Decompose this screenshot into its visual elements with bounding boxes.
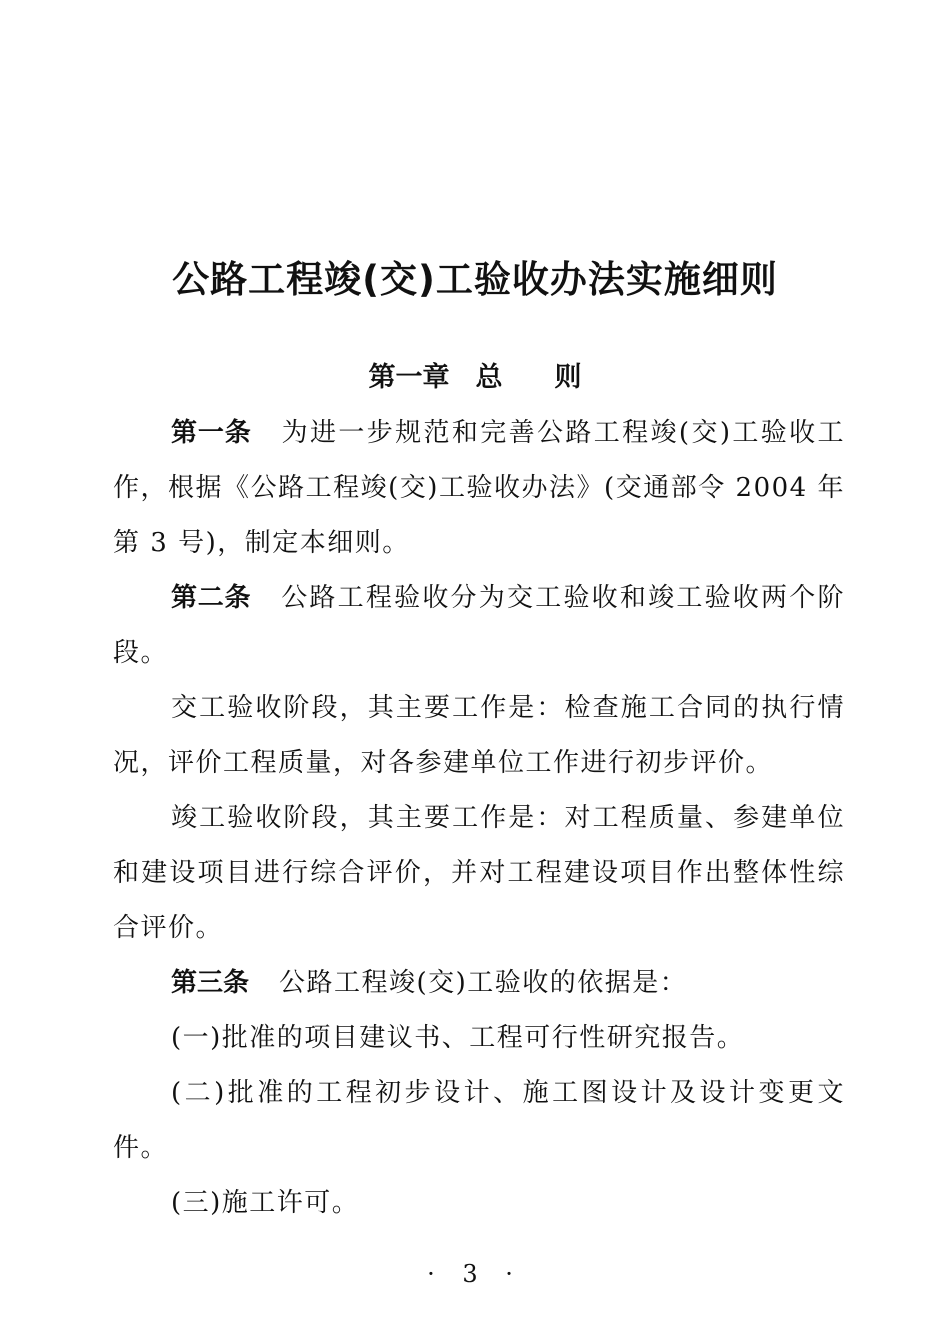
article-1-paragraph <box>113 406 845 571</box>
article-2-paragraph <box>113 571 845 681</box>
article-label: 第二条 <box>171 583 252 613</box>
handover-acceptance-paragraph <box>113 681 845 791</box>
document-title: 公路工程竣(交)工验收办法实施细则 <box>172 258 778 301</box>
chapter-word-2: 则 <box>554 362 582 393</box>
paragraph-text: (二)批准的工程初步设计、施工图设计及设计变更文件。 <box>113 1078 845 1163</box>
chapter-heading <box>0 358 950 398</box>
list-item-3 <box>113 1176 845 1231</box>
paragraph-text: 交工验收阶段，其主要工作是：检查施工合同的执行情况，评价工程质量，对各参建单位工作进行初步评价。 <box>113 693 845 778</box>
paragraph-text: (一)批准的项目建议书、工程可行性研究报告。 <box>171 1023 745 1053</box>
article-label: 第一条 <box>171 418 252 448</box>
paragraph-text: 公路工程竣(交)工验收的依据是： <box>279 968 688 998</box>
paragraph-text: 为进一步规范和完善公路工程竣(交)工验收工作，根据《公路工程竣(交)工验收办法》(交通部令 2004 年第 3 号)，制定本细则。 <box>113 418 845 558</box>
page-number: · 3 · <box>427 1260 523 1288</box>
paragraph-text: 竣工验收阶段，其主要工作是：对工程质量、参建单位和建设项目进行综合评价，并对工程建设项目作出整体性综合评价。 <box>113 803 845 943</box>
document-body <box>113 406 845 1231</box>
chapter-number: 第一章 <box>368 362 450 393</box>
list-item-1 <box>113 1011 845 1066</box>
article-3-paragraph <box>113 956 845 1011</box>
paragraph-text: 公路工程验收分为交工验收和竣工验收两个阶段。 <box>113 583 845 668</box>
article-label: 第三条 <box>171 968 250 998</box>
completion-acceptance-paragraph <box>113 791 845 956</box>
paragraph-text: (三)施工许可。 <box>171 1188 360 1218</box>
list-item-2 <box>113 1066 845 1176</box>
chapter-word-1: 总 <box>475 362 503 393</box>
